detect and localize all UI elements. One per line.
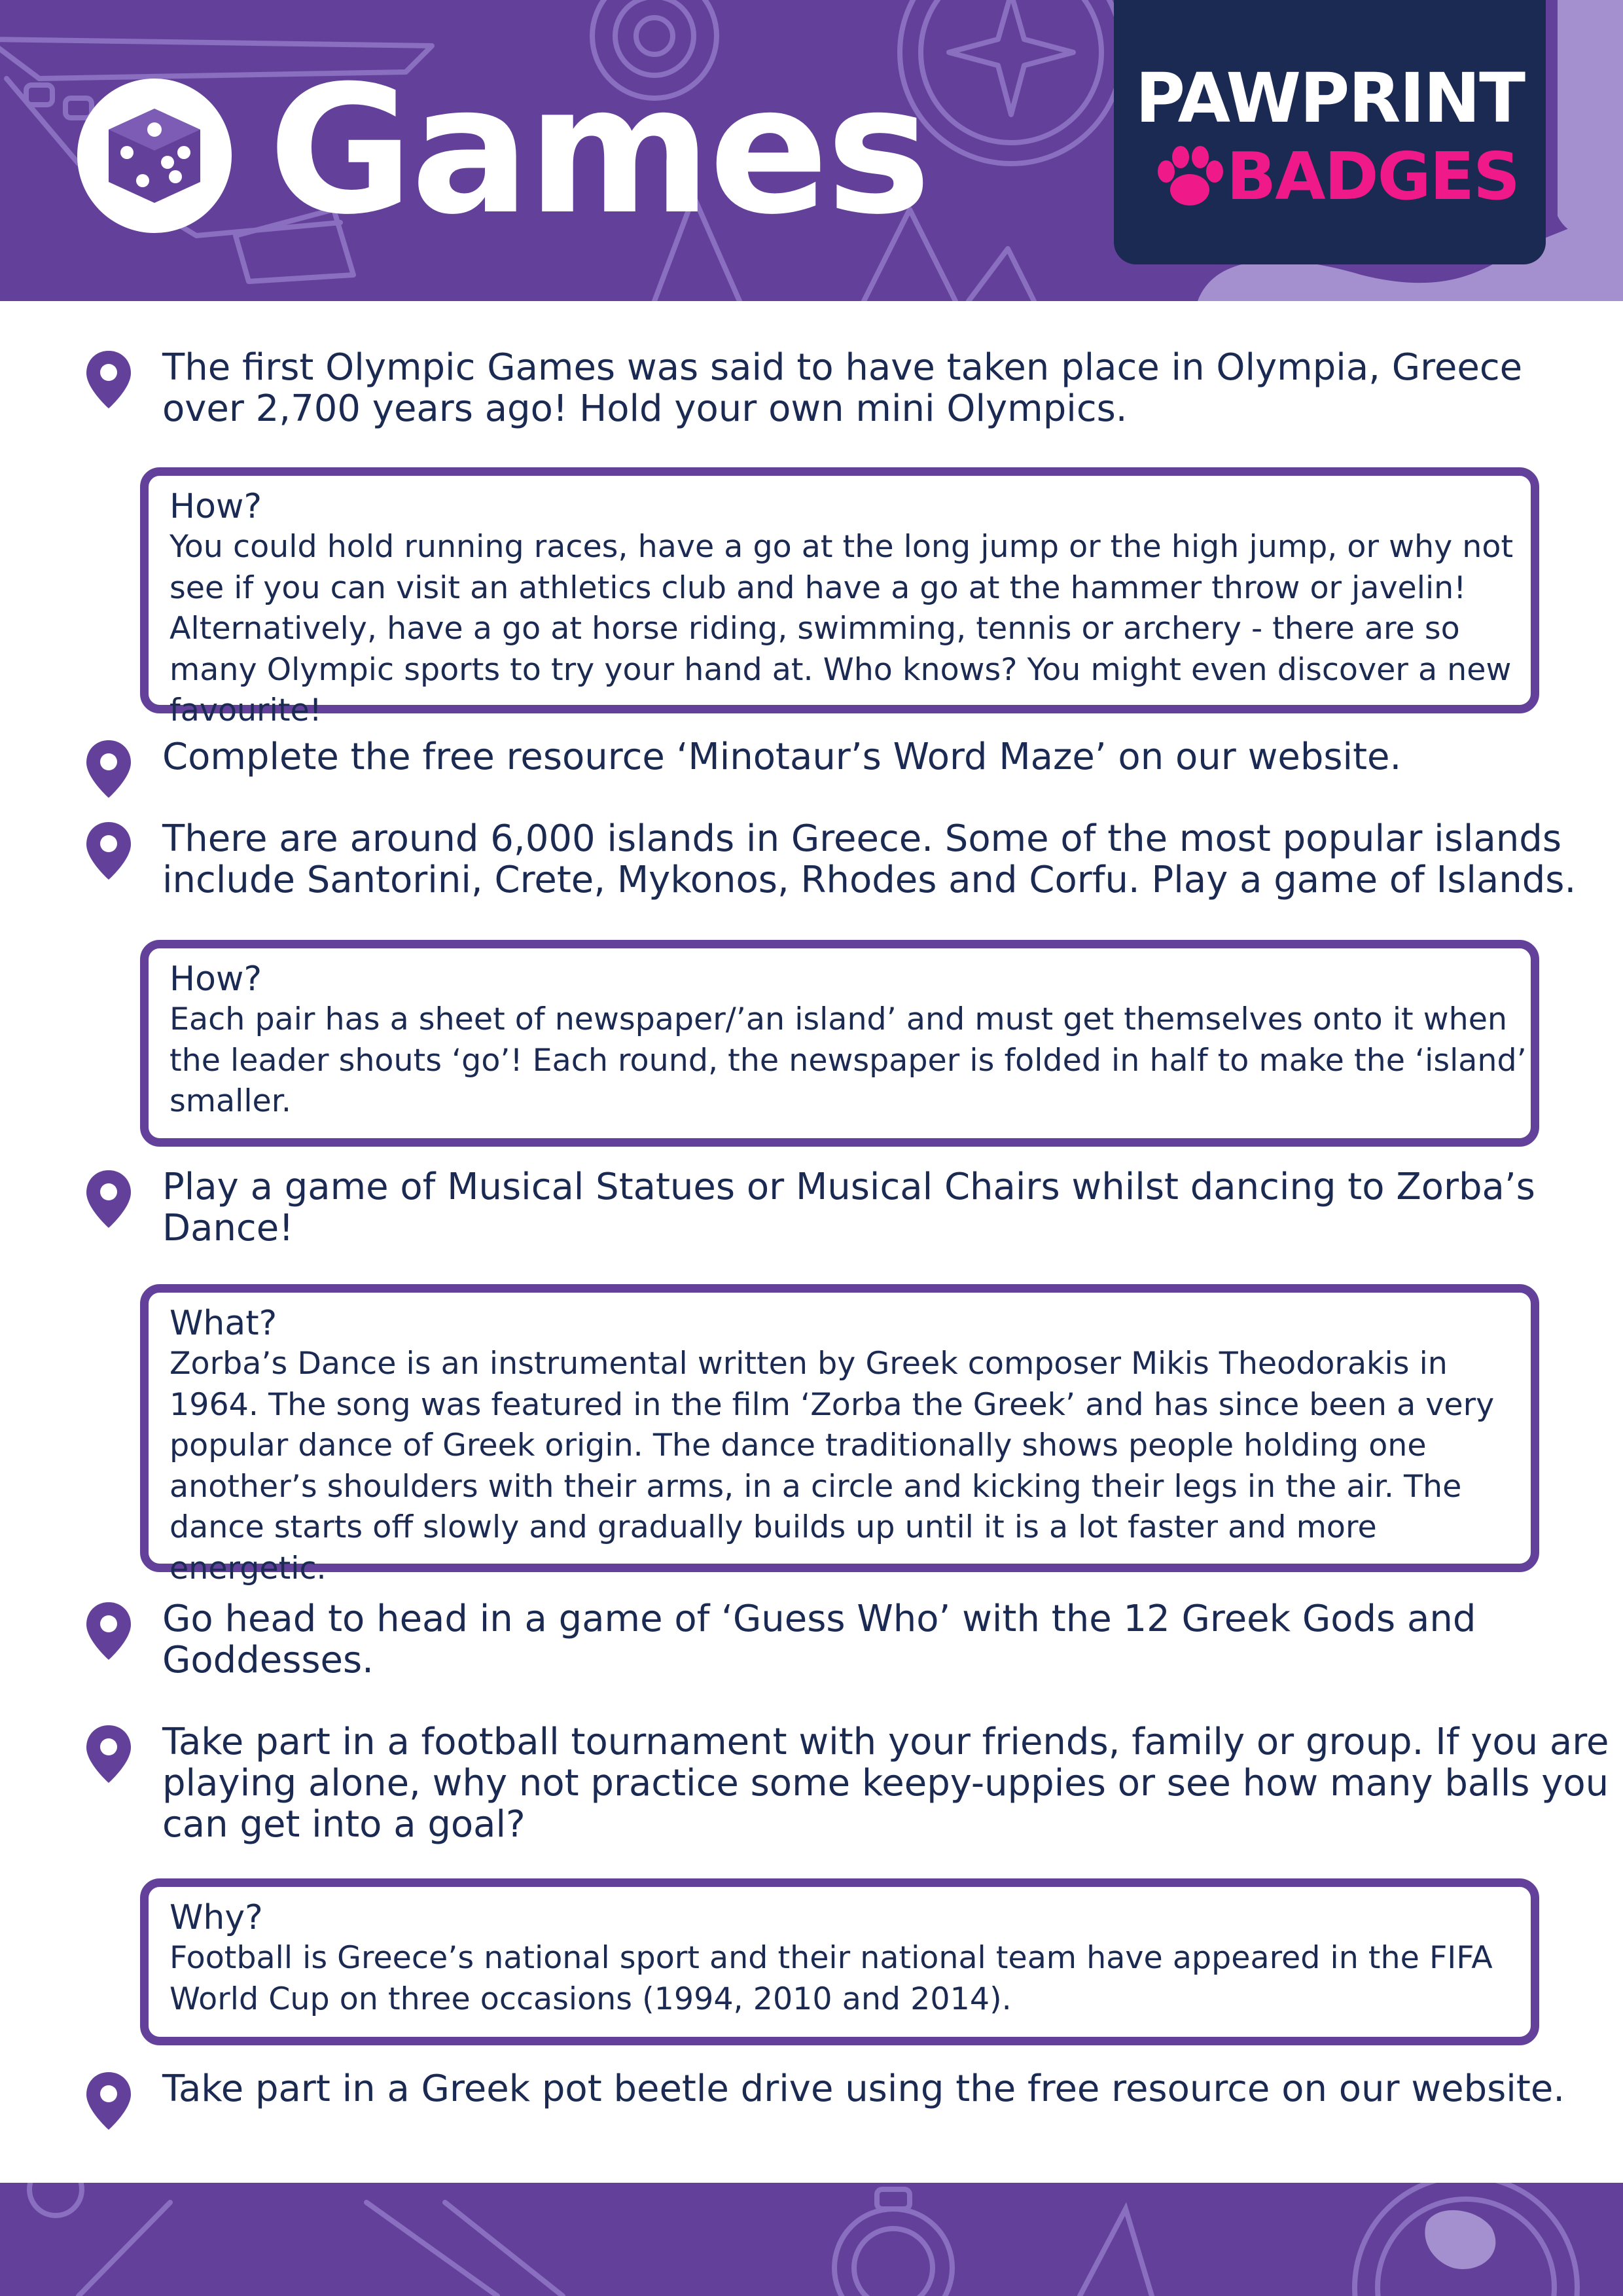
info-box-heading: What?	[169, 1304, 277, 1343]
paw-icon	[1153, 145, 1225, 211]
brand-name-badges: BADGES	[1226, 138, 1520, 215]
activity-text: Take part in a football tournament with your friends, family or group. If you are playing alone, why not practice some keepy-uppies or see how many balls you can get into a goal?	[162, 1721, 1609, 1846]
location-pin-icon	[84, 1600, 134, 1662]
info-box-body: Football is Greece’s national sport and their national team have appeared in the FIFA World Cup on three occasions (1994, 2010 and 2014).	[169, 1940, 1493, 2017]
info-box-heading: Why?	[169, 1898, 263, 1937]
info-box-body: Zorba’s Dance is an instrumental written by Greek composer Mikis Theodorakis in 1964. The song was featured in the film ‘Zorba the Greek’ and has since been a very popular dance of Greek origin. The dance traditionally shows people holding one another’s shoulders with their arms, in a circle and kicking their legs in the air. The dance starts off slowly and gradually builds up until it is a lot faster and more energetic.	[169, 1346, 1495, 1587]
location-pin-icon	[84, 1168, 134, 1230]
location-pin-icon	[84, 738, 134, 800]
info-box-heading: How?	[169, 487, 262, 526]
activity-text: Play a game of Musical Statues or Musical Chairs whilst dancing to Zorba’s Dance!	[162, 1166, 1535, 1249]
activity-list	[0, 301, 1623, 2183]
location-pin-icon	[84, 348, 134, 411]
info-box	[140, 1284, 1539, 1587]
info-box	[140, 1878, 1539, 2045]
activity-text: There are around 6,000 islands in Greece. Some of the most popular islands include Santorini, Crete, Mykonos, Rhodes and Corfu. Play a game of Islands.	[162, 817, 1577, 901]
info-box	[140, 467, 1539, 728]
location-pin-icon	[84, 1723, 134, 1785]
info-box-heading: How?	[169, 960, 262, 999]
dice-icon	[102, 103, 207, 208]
activity-text: Complete the free resource ‘Minotaur’s Word Maze’ on our website.	[162, 736, 1402, 778]
activity-text: The first Olympic Games was said to have taken place in Olympia, Greece over 2,700 years ago! Hold your own mini Olympics.	[162, 346, 1523, 430]
footer-banner	[0, 2183, 1623, 2296]
activity-text: Go head to head in a game of ‘Guess Who’ with the 12 Greek Gods and Goddesses.	[162, 1598, 1476, 1681]
info-box-body: You could hold running races, have a go at the long jump or the high jump, or why not see if you can visit an athletics club and have a go at the hammer throw or javelin! Alternatively, have a go at horse riding, swimming, tennis or archery - there are so many Olympic sports to try your hand at. Who knows? You might even discover a new favourite!	[169, 529, 1514, 728]
dice-badge	[77, 79, 232, 233]
info-box	[140, 940, 1539, 1147]
brand-name-row	[1153, 137, 1533, 216]
activity-text: Take part in a Greek pot beetle drive using the free resource on our website.	[162, 2068, 1565, 2110]
location-pin-icon	[84, 819, 134, 882]
brand-name-pawprint: PAWPRINT	[1135, 58, 1525, 138]
info-box-body: Each pair has a sheet of newspaper/’an island’ and must get themselves onto it when the leader shouts ‘go’! Each round, the newspaper is folded in half to make the ‘island’ smaller.	[169, 1001, 1527, 1119]
header-banner	[0, 0, 1623, 301]
page-title: Games	[268, 47, 929, 253]
background-doodles	[0, 2183, 1623, 2296]
brand-logo	[1114, 0, 1546, 264]
location-pin-icon	[84, 2070, 134, 2132]
